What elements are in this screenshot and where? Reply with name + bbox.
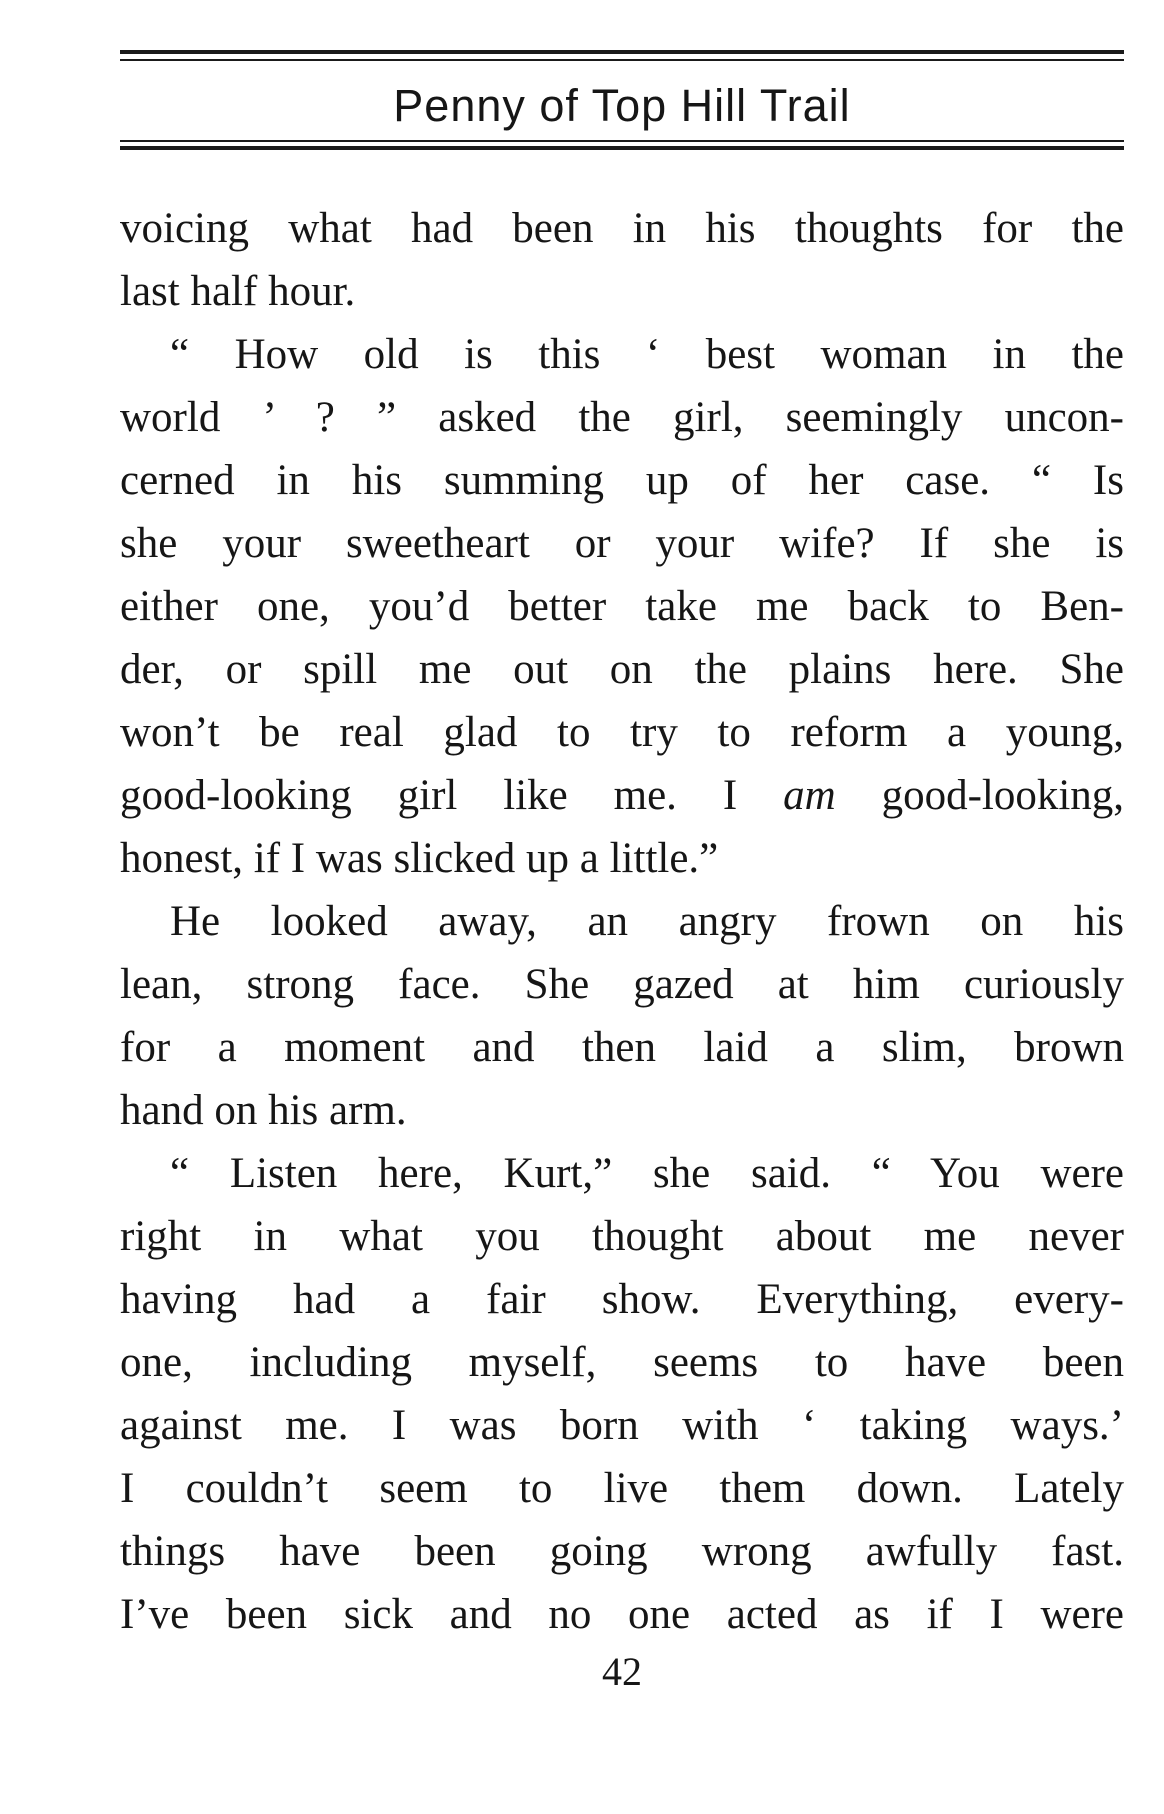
text-segment: good-looking, [881, 772, 1124, 819]
text-line: voicing what had been in his thoughts for the [120, 205, 1124, 252]
text-line: “ Listen here, Kurt,” she said. “ You were [170, 1150, 1124, 1197]
text-line: “ How old is this ‘ best woman in the [170, 331, 1124, 378]
text-line: for a moment and then laid a slim, brown [120, 1024, 1124, 1071]
text-line: she your sweetheart or your wife? If she is [120, 520, 1124, 567]
text-line [120, 764, 1124, 827]
text-line: having had a fair show. Everything, every- [120, 1276, 1124, 1323]
text-line: I couldn’t seem to live them down. Lately [120, 1465, 1124, 1512]
text-line: one, including myself, seems to have been [120, 1339, 1124, 1386]
text-line: I’ve been sick and no one acted as if I were [120, 1591, 1124, 1638]
text-line: honest, if I was slicked up a little.” [120, 835, 719, 882]
text-line: last half hour. [120, 268, 356, 315]
body-text [120, 197, 1124, 1646]
text-line: lean, strong face. She gazed at him curiously [120, 961, 1124, 1008]
running-head-title: Penny of Top Hill Trail [393, 80, 851, 131]
header-top-rule-thin [120, 59, 1124, 61]
text-line: right in what you thought about me never [120, 1213, 1124, 1260]
text-line: der, or spill me out on the plains here. She [120, 646, 1124, 693]
text-line: things have been going wrong awfully fast. [120, 1528, 1124, 1575]
text-line: cerned in his summing up of her case. “ Is [120, 457, 1124, 504]
page-number: 42 [602, 1649, 642, 1694]
text-line: He looked away, an angry frown on his [170, 898, 1124, 945]
text-line: won’t be real glad to try to reform a young, [120, 709, 1124, 756]
text-line: either one, you’d better take me back to Ben- [120, 583, 1124, 630]
header-bottom-rule-thick [120, 146, 1124, 150]
text-segment: good-looking girl like me. I [120, 772, 738, 819]
header-top-rules [120, 50, 1124, 64]
text-line: world ’ ? ” asked the girl, seemingly uncon- [120, 394, 1124, 441]
header-top-rule-thick [120, 50, 1124, 54]
header-bottom-rules [120, 140, 1124, 154]
text-line: against me. I was born with ‘ taking ways.’ [120, 1402, 1124, 1449]
italic-emphasis: am [783, 772, 836, 819]
header-bottom-rule-thin [120, 140, 1124, 142]
text-line: hand on his arm. [120, 1087, 407, 1134]
